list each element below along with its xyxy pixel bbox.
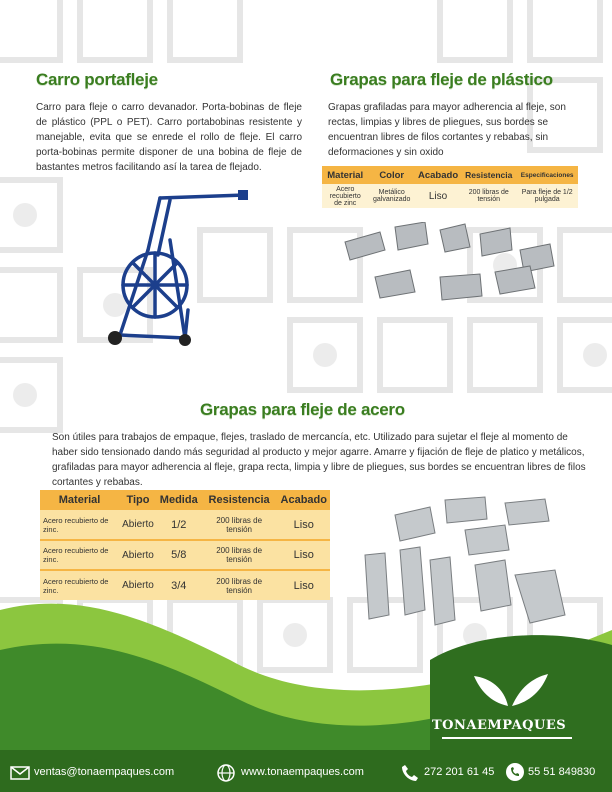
table-cell: Abierto: [122, 519, 154, 530]
grapas-plastico-title: Grapas para fleje de plástico: [330, 70, 553, 89]
table-cell: Acero recubierto de zinc.: [43, 515, 109, 534]
grapas-plastico-description: Grapas grafiladas para mayor adherencia al fleje, son rectas, limpias y libres de pliegues, sus bordes se encuentran libres de filos cortantes y rebabas, sin deformaciones y sin oxido: [328, 102, 566, 158]
table-header: Material: [327, 169, 364, 181]
table-cell: Liso: [293, 579, 314, 592]
whatsapp-number[interactable]: 55 51 849830: [528, 766, 596, 778]
cart-image: [100, 190, 260, 350]
table-cell: 5/8: [171, 549, 187, 561]
table-cell: Acero recubierto de zinc.: [43, 546, 109, 564]
table-header: Material: [58, 494, 101, 506]
table-row: [40, 540, 330, 570]
table-cell: Abierto: [122, 549, 154, 561]
table-cell: Liso: [293, 549, 314, 561]
website-link[interactable]: www.tonaempaques.com: [241, 766, 364, 778]
table-row: [40, 510, 330, 540]
table-header: Medida: [159, 494, 198, 506]
grapas-acero-table: [40, 490, 330, 600]
table-cell: Metálico galvanizado: [373, 189, 411, 203]
table-cell: Abierto: [122, 580, 154, 591]
carro-title: Carro portafleje: [36, 70, 158, 89]
grapas-acero-title: Grapas para fleje de acero: [200, 400, 405, 419]
table-cell: 3/4: [171, 579, 187, 592]
brand-name: TONAEMPAQUES: [432, 718, 567, 733]
table-header: Especificaciones: [520, 171, 574, 179]
table-header: Acabado: [280, 494, 327, 506]
table-cell: 200 libras de tensión: [216, 546, 263, 564]
table-cell: Acero recubierto de zinc.: [43, 576, 109, 595]
table-cell: Liso: [428, 190, 448, 202]
plastic-staples-image: [340, 222, 570, 312]
email-icon: [10, 766, 30, 780]
table-cell: Para fleje de 1/2 pulgada: [521, 189, 573, 203]
phone-icon: [400, 763, 420, 783]
carro-description: Carro para fleje o carro devanador. Porta-bobinas de fleje de plástico (PPL o PET). Carro portabobinas resistente y manejable, evita que se enrede el rollo de fleje. El carro porta-bobinas permite disponer de una bobina de fleje de bastantes metros facilitando así la tarea de flejado.: [36, 102, 302, 173]
table-cell: Acero recubierto de zinc: [329, 185, 361, 207]
table-header: Resistencia: [465, 170, 513, 180]
grapas-plastico-table: [322, 166, 578, 208]
email-link[interactable]: ventas@tonaempaques.com: [34, 766, 175, 778]
grapas-acero-description: Son útiles para trabajos de empaque, flejes, traslado de mercancía, etc. Utilizado para sujetar el fleje al momento de haber sido tensionado dando más seguridad al producto y mejor agarre. Amarre y fijación de fleje de platico y metálicos, grafiladas para mayor adherencia al fleje, grapa recta, limpia y libre de pliegues, sus bordes se encuentran libres de filos cortantes y rebabas.: [52, 432, 586, 488]
whatsapp-icon: [505, 762, 525, 782]
table-header: Tipo: [126, 494, 150, 506]
table-cell: 200 libras de tensión: [216, 515, 263, 534]
phone-number[interactable]: 272 201 61 45: [424, 766, 495, 778]
leaf-logo-icon: [470, 672, 550, 708]
table-cell: 200 libras de tensión: [216, 576, 263, 595]
globe-icon: [216, 763, 236, 783]
table-header: Resistencia: [208, 494, 270, 506]
table-header: Color: [379, 169, 405, 181]
table-cell: 1/2: [171, 518, 187, 531]
table-header: Acabado: [418, 169, 459, 181]
brand-underline: [442, 737, 572, 739]
table-cell: 200 libras de tensión: [468, 189, 509, 203]
table-cell: Liso: [293, 518, 314, 531]
